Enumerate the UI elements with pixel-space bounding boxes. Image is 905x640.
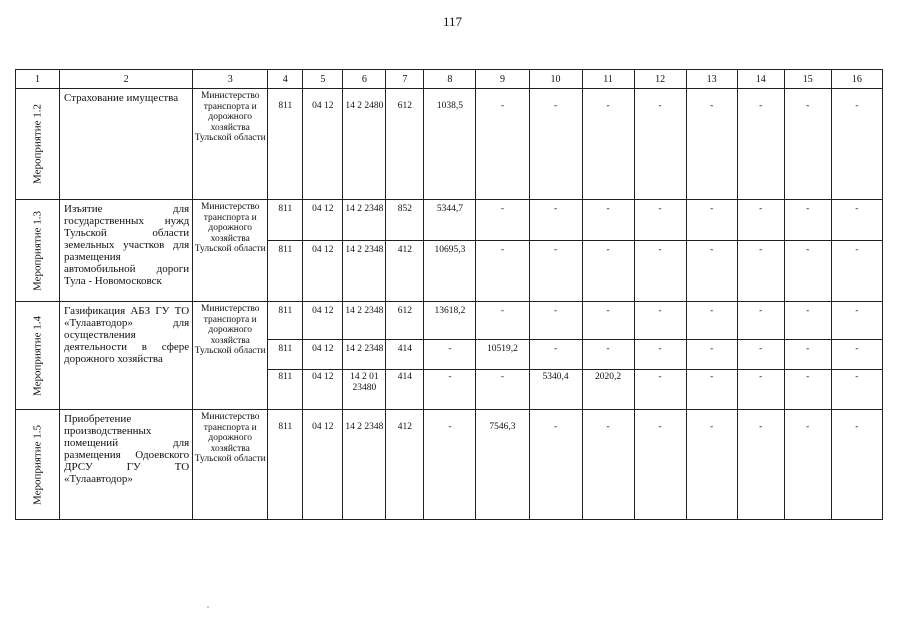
cell-c16: - bbox=[831, 340, 882, 370]
header-cell: 15 bbox=[784, 70, 831, 89]
cell-c10: - bbox=[529, 200, 582, 241]
table-body bbox=[16, 89, 883, 520]
cell-c6: 14 2 2348 bbox=[343, 241, 386, 302]
table-row bbox=[16, 200, 883, 241]
cell-c16: - bbox=[831, 89, 882, 200]
cell-c5: 04 12 bbox=[303, 200, 343, 241]
cell-c7: 414 bbox=[386, 340, 424, 370]
cell-c10: - bbox=[529, 302, 582, 340]
cell-c9: - bbox=[476, 200, 529, 241]
header-cell: 12 bbox=[634, 70, 686, 89]
measure-label bbox=[16, 410, 60, 520]
cell-c9: - bbox=[476, 302, 529, 340]
cell-c10: - bbox=[529, 410, 582, 520]
cell-c16: - bbox=[831, 200, 882, 241]
cell-c14: - bbox=[737, 302, 784, 340]
measure-label-text: Мероприятие 1.3 bbox=[31, 210, 44, 291]
cell-c4: 811 bbox=[268, 410, 303, 520]
cell-c7: 612 bbox=[386, 89, 424, 200]
cell-c12: - bbox=[634, 370, 686, 410]
cell-c4: 811 bbox=[268, 302, 303, 340]
executor-cell: Министерство транспорта и дорожного хозяйства Тульской области bbox=[193, 410, 268, 520]
cell-c6: 14 2 2348 bbox=[343, 340, 386, 370]
cell-c6: 14 2 2348 bbox=[343, 200, 386, 241]
measure-label-text: Мероприятие 1.5 bbox=[31, 424, 44, 505]
table-row bbox=[16, 302, 883, 340]
cell-c8: - bbox=[424, 370, 476, 410]
cell-c13: - bbox=[686, 302, 737, 340]
cell-c9: - bbox=[476, 241, 529, 302]
header-cell: 3 bbox=[193, 70, 268, 89]
cell-c10: - bbox=[529, 89, 582, 200]
cell-c12: - bbox=[634, 200, 686, 241]
cell-c8: 5344,7 bbox=[424, 200, 476, 241]
cell-c10: 5340,4 bbox=[529, 370, 582, 410]
cell-c5: 04 12 bbox=[303, 241, 343, 302]
header-cell: 11 bbox=[582, 70, 634, 89]
cell-c11: - bbox=[582, 410, 634, 520]
cell-c14: - bbox=[737, 89, 784, 200]
cell-c7: 612 bbox=[386, 302, 424, 340]
header-cell: 5 bbox=[303, 70, 343, 89]
table-row bbox=[16, 89, 883, 200]
cell-c16: - bbox=[831, 410, 882, 520]
measure-label-text: Мероприятие 1.4 bbox=[31, 315, 44, 396]
cell-c9: 10519,2 bbox=[476, 340, 529, 370]
header-cell: 16 bbox=[831, 70, 882, 89]
cell-c10: - bbox=[529, 241, 582, 302]
cell-c7: 412 bbox=[386, 410, 424, 520]
cell-c15: - bbox=[784, 340, 831, 370]
cell-c13: - bbox=[686, 89, 737, 200]
cell-c4: 811 bbox=[268, 200, 303, 241]
page-number: 117 bbox=[442, 14, 463, 29]
cell-c4: 811 bbox=[268, 89, 303, 200]
cell-c16: - bbox=[831, 241, 882, 302]
header-cell: 9 bbox=[476, 70, 529, 89]
measure-label-text: Мероприятие 1.2 bbox=[31, 104, 44, 184]
header-cell: 13 bbox=[686, 70, 737, 89]
executor-cell: Министерство транспорта и дорожного хозяйства Тульской области bbox=[193, 89, 268, 200]
cell-c14: - bbox=[737, 410, 784, 520]
measure-name: Газификация АБЗ ГУ ТО «Тулаавтодор» для осуществления деятельности в сфере дорожного хозяйства bbox=[60, 302, 193, 410]
measure-name: Приобретение производственных помещений для размещения Одоевского ДРСУ ГУ ТО «Тулаавтодор» bbox=[60, 410, 193, 520]
measure-label bbox=[16, 89, 60, 200]
executor-cell: Министерство транспорта и дорожного хозяйства Тульской области bbox=[193, 200, 268, 302]
cell-c5: 04 12 bbox=[303, 370, 343, 410]
header-cell: 4 bbox=[268, 70, 303, 89]
cell-c6: 14 2 2348 bbox=[343, 302, 386, 340]
cell-c11: 2020,2 bbox=[582, 370, 634, 410]
cell-c15: - bbox=[784, 241, 831, 302]
cell-c15: - bbox=[784, 200, 831, 241]
cell-c11: - bbox=[582, 302, 634, 340]
header-row bbox=[16, 70, 883, 89]
cell-c15: - bbox=[784, 370, 831, 410]
cell-c14: - bbox=[737, 370, 784, 410]
cell-c9: 7546,3 bbox=[476, 410, 529, 520]
measure-label bbox=[16, 200, 60, 302]
cell-c5: 04 12 bbox=[303, 340, 343, 370]
cell-c15: - bbox=[784, 410, 831, 520]
cell-c4: 811 bbox=[268, 370, 303, 410]
cell-c6: 14 2 2480 bbox=[343, 89, 386, 200]
cell-c8: - bbox=[424, 410, 476, 520]
cell-c5: 04 12 bbox=[303, 89, 343, 200]
cell-c13: - bbox=[686, 241, 737, 302]
header-cell: 10 bbox=[529, 70, 582, 89]
cell-c11: - bbox=[582, 340, 634, 370]
cell-c4: 811 bbox=[268, 340, 303, 370]
cell-c7: 412 bbox=[386, 241, 424, 302]
cell-c8: 1038,5 bbox=[424, 89, 476, 200]
cell-c14: - bbox=[737, 200, 784, 241]
cell-c11: - bbox=[582, 89, 634, 200]
header-cell: 7 bbox=[386, 70, 424, 89]
cell-c6: 14 2 01 23480 bbox=[343, 370, 386, 410]
cell-c6: 14 2 2348 bbox=[343, 410, 386, 520]
header-cell: 2 bbox=[60, 70, 193, 89]
cell-c15: - bbox=[784, 89, 831, 200]
executor-cell: Министерство транспорта и дорожного хозяйства Тульской области bbox=[193, 302, 268, 410]
measure-label bbox=[16, 302, 60, 410]
cell-c5: 04 12 bbox=[303, 302, 343, 340]
cell-c15: - bbox=[784, 302, 831, 340]
cell-c9: - bbox=[476, 89, 529, 200]
cell-c12: - bbox=[634, 89, 686, 200]
header-cell: 8 bbox=[424, 70, 476, 89]
cell-c13: - bbox=[686, 370, 737, 410]
table-row bbox=[16, 410, 883, 520]
cell-c7: 852 bbox=[386, 200, 424, 241]
cell-c12: - bbox=[634, 241, 686, 302]
cell-c8: 10695,3 bbox=[424, 241, 476, 302]
cell-c5: 04 12 bbox=[303, 410, 343, 520]
cell-c16: - bbox=[831, 370, 882, 410]
cell-c7: 414 bbox=[386, 370, 424, 410]
header-cell: 1 bbox=[16, 70, 60, 89]
cell-c8: 13618,2 bbox=[424, 302, 476, 340]
cell-c14: - bbox=[737, 340, 784, 370]
header-cell: 6 bbox=[343, 70, 386, 89]
cell-c8: - bbox=[424, 340, 476, 370]
cell-c12: - bbox=[634, 340, 686, 370]
measure-name: Изъятие для государственных нужд Тульской области земельных участков для размещения автомобильной дороги Тула - Новомосковск bbox=[60, 200, 193, 302]
measure-name: Страхование имущества bbox=[60, 89, 193, 200]
header-cell: 14 bbox=[737, 70, 784, 89]
scan-speck bbox=[207, 606, 209, 608]
cell-c4: 811 bbox=[268, 241, 303, 302]
cell-c14: - bbox=[737, 241, 784, 302]
cell-c12: - bbox=[634, 410, 686, 520]
budget-table bbox=[15, 69, 883, 520]
cell-c9: - bbox=[476, 370, 529, 410]
cell-c13: - bbox=[686, 410, 737, 520]
cell-c11: - bbox=[582, 200, 634, 241]
cell-c13: - bbox=[686, 200, 737, 241]
cell-c16: - bbox=[831, 302, 882, 340]
cell-c13: - bbox=[686, 340, 737, 370]
cell-c10: - bbox=[529, 340, 582, 370]
cell-c12: - bbox=[634, 302, 686, 340]
cell-c11: - bbox=[582, 241, 634, 302]
